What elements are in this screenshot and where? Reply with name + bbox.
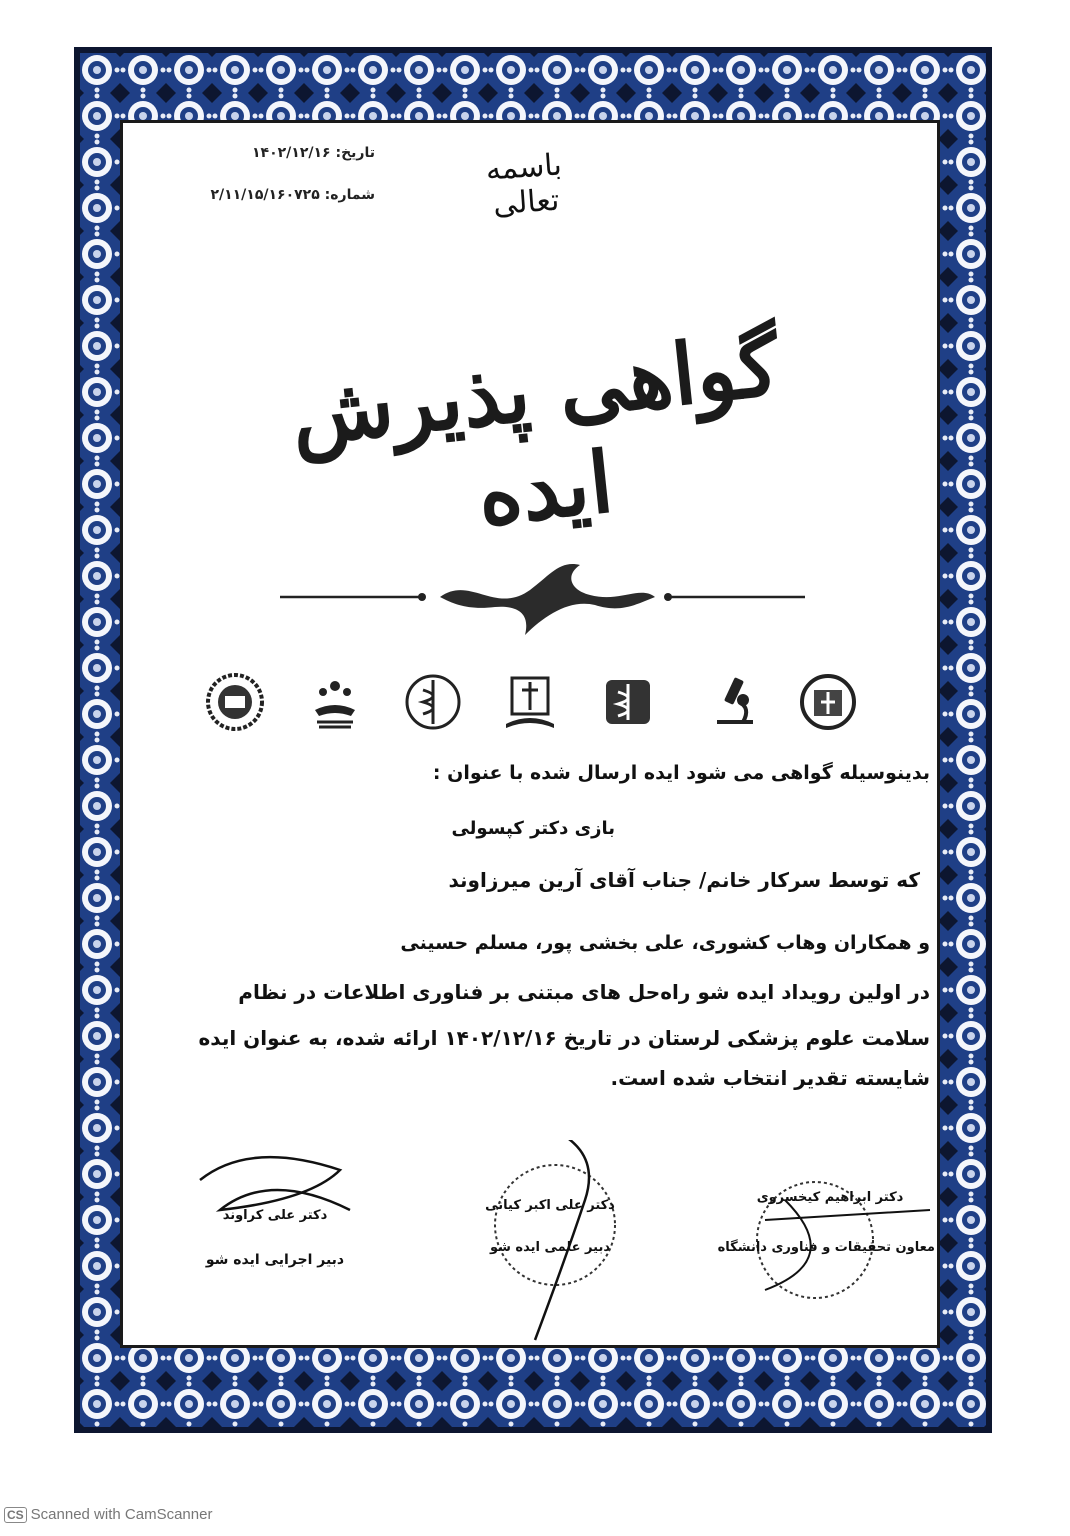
idea-title: بازی دکتر کپسولی	[451, 818, 615, 839]
book-emblem-icon	[500, 672, 560, 732]
microscope-icon	[703, 672, 763, 732]
caduceus-badge-icon	[598, 672, 658, 732]
signature-block-vice-chancellor	[717, 1160, 935, 1320]
signatory-name: دکتر علی اکبر کیانی	[485, 1198, 615, 1213]
date-line	[230, 145, 375, 161]
date-line-body: سلامت علوم پزشکی لرستان در تاریخ ۱۴۰۲/۱۲/۱۶ ارائه شده، به عنوان ایده	[198, 1026, 930, 1050]
scanner-text: Scanned with CamScanner	[30, 1506, 213, 1523]
signatory-name: دکتر ابراهیم کیخسروی	[756, 1190, 904, 1205]
date-value: ۱۴۰۲/۱۲/۱۶	[252, 145, 331, 161]
invocation-heading: باسمه تعالی	[484, 147, 563, 223]
signatory-role: دبیر علمی ایده شو	[489, 1240, 611, 1255]
ornament-divider	[280, 555, 810, 645]
event-line: در اولین رویداد ایده شو راه‌حل های مبتنی بر فناوری اطلاعات در نظام	[238, 980, 930, 1004]
signatory-name: دکتر علی کراوند	[222, 1208, 328, 1223]
camscanner-logo-icon: CS	[4, 1507, 27, 1523]
signatory-role: دبیر اجرایی ایده شو	[205, 1252, 345, 1268]
number-value: ۲/۱۱/۱۵/۱۶۰۷۲۵	[210, 187, 320, 203]
medical-shield-icon	[798, 672, 858, 732]
signature-block-scientific	[465, 1140, 635, 1350]
signature-block-executive	[190, 1150, 360, 1290]
certificate-title: گواهی پذیرش ایده	[285, 314, 784, 545]
certification-statement: بدینوسیله گواهی می شود ایده ارسال شده با عنوان :	[432, 762, 930, 784]
fountain-emblem-icon	[305, 672, 365, 732]
scanner-watermark	[4, 1506, 212, 1523]
signature-scribble-1	[190, 1150, 360, 1240]
date-label: تاریخ:	[335, 145, 375, 161]
signatory-role: معاون تحقیقات و فناوری دانشگاه	[717, 1240, 935, 1255]
university-emblem-icon	[205, 672, 265, 732]
caduceus-circle-icon	[403, 672, 463, 732]
number-line	[200, 187, 375, 203]
selection-line: شایسته تقدیر انتخاب شده است.	[610, 1066, 930, 1090]
number-label: شماره:	[324, 187, 375, 203]
presenter-line: که توسط سرکار خانم/ جناب آقای آرین میرزاوند	[448, 868, 920, 892]
collaborators-line: و همکاران وهاب کشوری، علی بخشی پور، مسلم حسینی	[400, 932, 930, 954]
